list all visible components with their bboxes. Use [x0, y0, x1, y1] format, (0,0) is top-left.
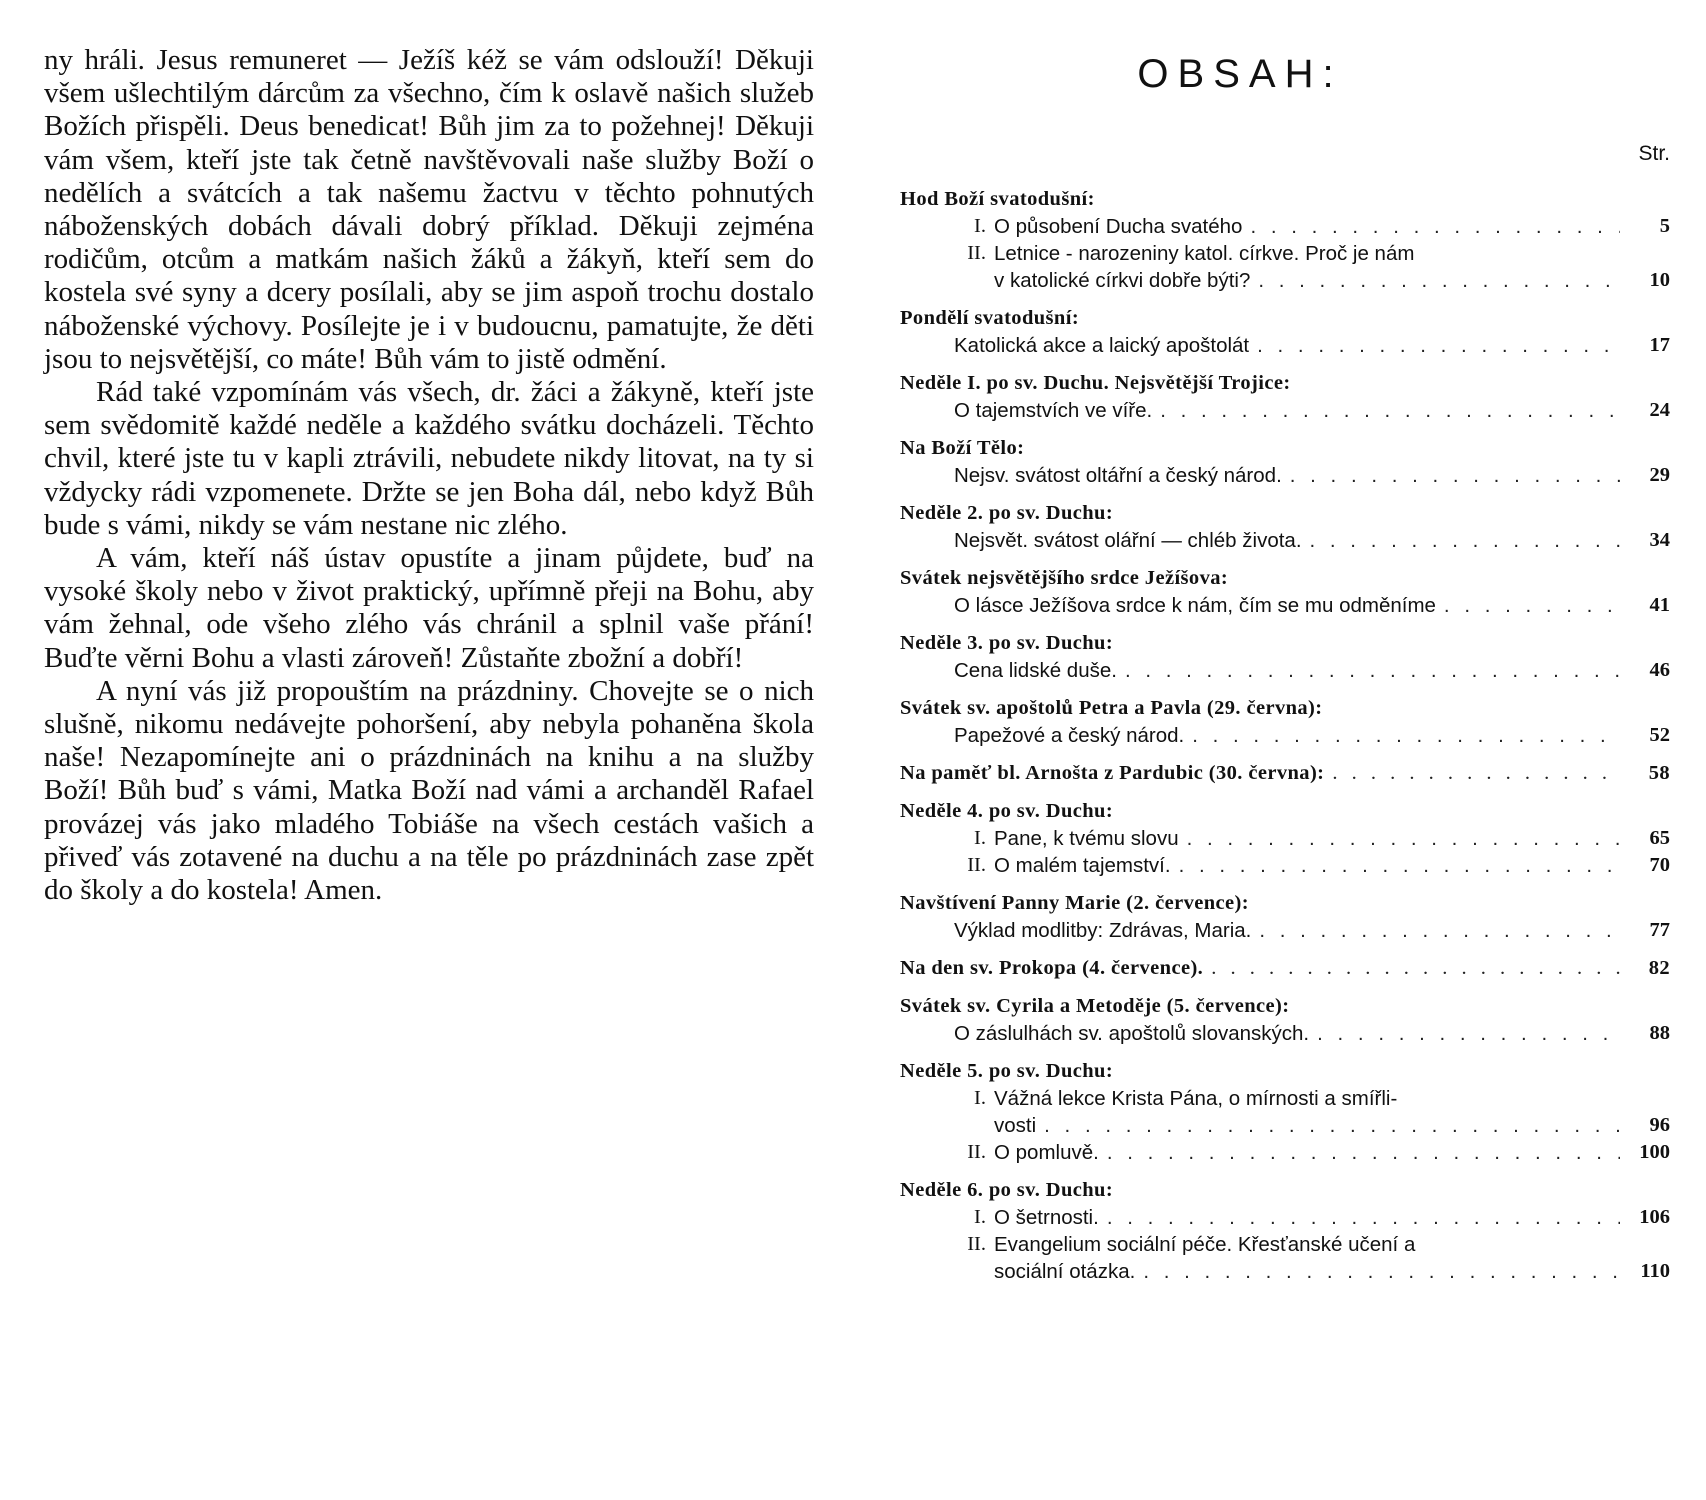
toc-section: [900, 1177, 1670, 1285]
toc-heading-text: Na Boží Tělo:: [900, 437, 1025, 459]
paragraph-2: Rád také vzpomínám vás všech, dr. žáci a žákyně, kteří jste sem svědomitě každé neděle a každého svátku docházeli. Těchto chvil, které jste tu v kapli ztrávili, nebudete nikdy litovat, na ty si vždycky rádi vzpomenete. Držte se jen Boha dál, nebo když Bůh bude s vámi, nikdy se vám nestane nic zlého.: [44, 376, 814, 541]
toc-entry-numeral: II.: [967, 854, 986, 876]
toc-entry-title: vosti: [994, 1114, 1037, 1137]
toc-entry: [900, 1231, 1670, 1285]
toc-entry-numeral: I.: [974, 215, 986, 237]
toc-entry: [900, 592, 1670, 619]
toc-page-number: 100: [1639, 1141, 1670, 1163]
toc-entry-numeral: I.: [974, 1087, 986, 1109]
toc-section-heading: [900, 1058, 1670, 1085]
toc-entry: [900, 825, 1670, 852]
dot-leader: [1099, 1204, 1620, 1231]
dot-leader: [1179, 825, 1620, 852]
toc-section-heading: [900, 500, 1670, 527]
toc-section-heading: [900, 630, 1670, 657]
toc-page-number: 10: [1649, 269, 1670, 291]
toc-section-heading: [900, 370, 1670, 397]
toc-heading-text: Navštívení Panny Marie (2. července):: [900, 892, 1249, 914]
toc-entry: [900, 1020, 1670, 1047]
toc-section: [900, 370, 1670, 424]
toc-heading-text: Na den sv. Prokopa (4. července).: [900, 957, 1204, 979]
toc-entry-title: sociální otázka.: [994, 1260, 1136, 1283]
toc-section: [900, 186, 1670, 294]
toc-heading-text: Pondělí svatodušní:: [900, 307, 1080, 329]
toc-entry-title: O pomluvě.: [994, 1141, 1099, 1164]
toc-entry-title: O malém tajemství.: [994, 854, 1171, 877]
table-of-contents-page: [900, 0, 1670, 1500]
toc-title: OBSAH:: [1137, 52, 1343, 96]
dot-leader: [1203, 955, 1620, 982]
toc-section: [900, 565, 1670, 619]
toc-entry-numeral: II.: [967, 242, 986, 264]
dot-leader: [1309, 1020, 1620, 1047]
toc-entry-line: Evangelium sociální péče. Křesťanské učení a: [994, 1233, 1416, 1256]
toc-section: [900, 890, 1670, 944]
dot-leader: [1099, 1139, 1620, 1166]
dot-leader: [1436, 592, 1620, 619]
toc-heading-text: Neděle 5. po sv. Duchu:: [900, 1060, 1114, 1082]
toc-entry-title: O působení Ducha svatého: [994, 215, 1243, 238]
dot-leader: [1302, 527, 1620, 554]
page-column-label: Str.: [1638, 142, 1670, 165]
toc-section: [900, 955, 1670, 982]
toc-section-heading: [900, 186, 1670, 213]
toc-section-heading: [900, 695, 1670, 722]
toc-entry: [900, 397, 1670, 424]
toc-section-heading: [900, 565, 1670, 592]
dot-leader: [1152, 397, 1620, 424]
toc-entry-title: Nejsvět. svátost olářní — chléb života.: [954, 529, 1302, 552]
dot-leader: [1242, 213, 1620, 240]
toc-page-number: 5: [1659, 215, 1670, 237]
toc-entry: [900, 1204, 1670, 1231]
toc-entry: [900, 722, 1670, 749]
toc-section: [900, 500, 1670, 554]
toc-heading-text: Svátek sv. apoštolů Petra a Pavla (29. června):: [900, 697, 1323, 719]
toc-heading-text: Svátek nejsvětějšího srdce Ježíšova:: [900, 567, 1229, 589]
dot-leader: [1251, 917, 1620, 944]
toc-page-number: 24: [1649, 399, 1670, 421]
dot-leader: [1036, 1112, 1620, 1139]
toc-entry-line: Letnice - narozeniny katol. církve. Proč je nám: [994, 242, 1415, 265]
toc-section: [900, 435, 1670, 489]
toc-entry-title: O lásce Ježíšova srdce k nám, čím se mu odměníme: [954, 594, 1436, 617]
toc-heading-text: Hod Boží svatodušní:: [900, 188, 1095, 210]
toc-entry-numeral: I.: [974, 1206, 986, 1228]
toc-heading-text: Neděle 2. po sv. Duchu:: [900, 502, 1114, 524]
toc-heading-text: Svátek sv. Cyrila a Metoděje (5. července):: [900, 995, 1290, 1017]
toc-heading-text: Neděle 6. po sv. Duchu:: [900, 1179, 1114, 1201]
toc-page-number: 110: [1640, 1260, 1670, 1282]
toc-entry-title: Cena lidské duše.: [954, 659, 1117, 682]
toc-page-number: 29: [1649, 464, 1670, 486]
toc-page-number: 88: [1649, 1022, 1670, 1044]
toc-section: [900, 695, 1670, 749]
toc-page-number: 46: [1649, 659, 1670, 681]
toc-entry-title: Pane, k tvému slovu: [994, 827, 1179, 850]
toc-section: [900, 305, 1670, 359]
toc-entry-numeral: II.: [967, 1141, 986, 1163]
dot-leader: [1135, 1258, 1620, 1285]
toc-entry-title: Katolická akce a laický apoštolát: [954, 334, 1250, 357]
toc-heading-text: Neděle 3. po sv. Duchu:: [900, 632, 1114, 654]
toc-section: [900, 760, 1670, 787]
dot-leader: [1249, 332, 1620, 359]
toc-entry: [900, 917, 1670, 944]
sermon-text-page: [44, 44, 814, 907]
toc-entry: [900, 527, 1670, 554]
toc-section-heading: [900, 1177, 1670, 1204]
toc-entry-numeral: II.: [967, 1233, 986, 1255]
toc-entry-title: O šetrnosti.: [994, 1206, 1099, 1229]
toc-entry-title: Výklad modlitby: Zdrávas, Maria.: [954, 919, 1252, 942]
toc-page-number: 96: [1649, 1114, 1670, 1136]
toc-page-number: 58: [1648, 762, 1670, 784]
dot-leader: [1184, 722, 1620, 749]
toc-section: [900, 993, 1670, 1047]
toc-entry: [900, 852, 1670, 879]
toc-entry: [900, 240, 1670, 294]
toc-page-number: 34: [1649, 529, 1670, 551]
toc-page-number: 65: [1649, 827, 1670, 849]
toc-section-heading: [900, 955, 1670, 982]
paragraph-3: A vám, kteří náš ústav opustíte a jinam půjdete, buď na vysoké školy nebo v život praktický, upřímně přeji na Bohu, aby vám žehnal, ode všeho zlého vás chránil a splnil vaše přání! Buďte věrni Bohu a vlasti zároveň! Zůstaňte zbožní a dobří!: [44, 542, 814, 674]
toc-entry-title: O záslulhách sv. apoštolů slovanských.: [954, 1022, 1310, 1045]
dot-leader: [1117, 657, 1620, 684]
paragraph-1: ny hráli. Jesus remuneret — Ježíš kéž se vám odslouží! Děkuji všem ušlechtilým dárcům za všechno, čím k oslavě našich služeb Božích přispěli. Deus benedicat! Bůh jim za to požehnej! Děkuji vám všem, kteří jste tak četně navštěvovali naše služby Boží o nedělích a svátcích a tak našemu žactvu v těchto pohnutých náboženských dobách dávali dobrý příklad. Děkuji zejména rodičům, otcům a matkám našich žáků a žákyň, kteří sem do kostela své syny a dcery posílali, aby se jim aspoň trochu dostalo náboženské výchovy. Posílejte je i v budoucnu, pamatujte, že děti jsou to nejsvětější, co máte! Bůh vám to jistě odmění.: [44, 44, 814, 375]
toc-entry-title: v katolické církvi dobře býti?: [994, 269, 1251, 292]
toc-heading-text: Na paměť bl. Arnošta z Pardubic (30. června):: [900, 762, 1325, 784]
toc-list: [900, 186, 1670, 1296]
toc-page-number: 77: [1649, 919, 1670, 941]
dot-leader: [1282, 462, 1620, 489]
paragraph-4: A nyní vás již propouštím na prázdniny. Chovejte se o nich slušně, nikomu nedávejte pohoršení, aby nebyla pohaněna škola naše! Nezapomínejte ani o prázdninách na knihu a na služby Boží! Bůh buď s vámi, Matka Boží nad vámi a archanděl Rafael provázej vás jako mladého Tobiáše na všech cestách vašich a přiveď vás zotavené na duchu a na těle po prázdninách zase zpět do školy a do kostela! Amen.: [44, 674, 814, 907]
toc-entry: [900, 213, 1670, 240]
toc-entry-numeral: I.: [974, 827, 986, 849]
toc-entry: [900, 462, 1670, 489]
toc-section-heading: [900, 435, 1670, 462]
toc-section-heading: [900, 798, 1670, 825]
toc-entry: [900, 1085, 1670, 1139]
toc-page-number: 70: [1649, 854, 1670, 876]
toc-section-heading: [900, 993, 1670, 1020]
toc-section-heading: [900, 305, 1670, 332]
toc-entry: [900, 657, 1670, 684]
toc-page-number: 82: [1648, 957, 1670, 979]
toc-section-heading: [900, 760, 1670, 787]
toc-entry: [900, 332, 1670, 359]
toc-entry: [900, 1139, 1670, 1166]
toc-section: [900, 1058, 1670, 1166]
toc-heading-text: Neděle 4. po sv. Duchu:: [900, 800, 1114, 822]
toc-entry-title: O tajemstvích ve víře.: [954, 399, 1153, 422]
toc-page-number: 52: [1649, 724, 1670, 746]
dot-leader: [1250, 267, 1620, 294]
toc-page-number: 17: [1649, 334, 1670, 356]
toc-section: [900, 798, 1670, 879]
toc-entry-title: Papežové a český národ.: [954, 724, 1185, 747]
toc-section: [900, 630, 1670, 684]
toc-section-heading: [900, 890, 1670, 917]
dot-leader: [1324, 760, 1620, 787]
dot-leader: [1171, 852, 1620, 879]
toc-entry-title: Nejsv. svátost oltářní a český národ.: [954, 464, 1282, 487]
toc-page-number: 106: [1639, 1206, 1670, 1228]
toc-heading-text: Neděle I. po sv. Duchu. Nejsvětější Trojice:: [900, 372, 1291, 394]
toc-entry-line: Vážná lekce Krista Pána, o mírnosti a smířli-: [994, 1087, 1398, 1110]
toc-page-number: 41: [1649, 594, 1670, 616]
